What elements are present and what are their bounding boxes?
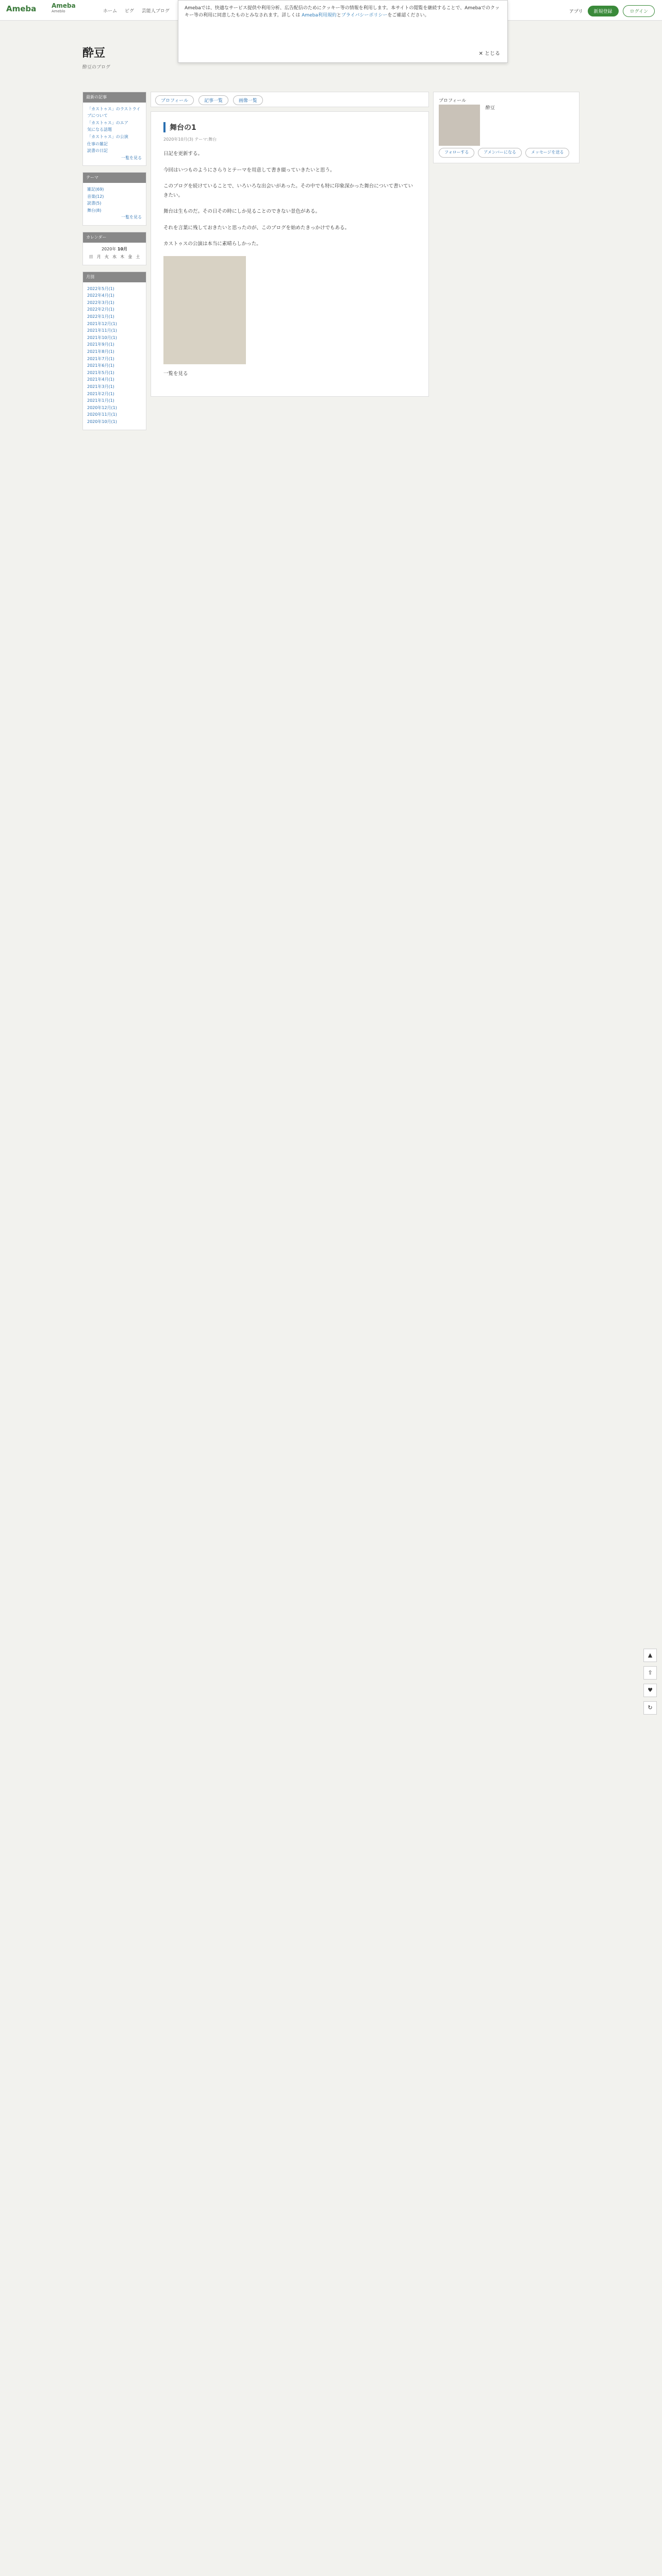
entry-paragraph: 日記を更新する。 — [163, 151, 203, 157]
theme-item[interactable]: 読書(5) — [87, 201, 102, 206]
right-sidebar — [433, 92, 580, 163]
blog-header — [82, 44, 580, 88]
archive-item[interactable]: 2021年1月(1) — [87, 398, 114, 403]
archive-item[interactable]: 2021年8月(1) — [87, 349, 114, 354]
share-icon[interactable]: ⇪ — [643, 1666, 657, 1680]
ameblo-logo[interactable]: Ameba Ameblo — [52, 2, 76, 13]
archive-item[interactable]: 2021年12月(1) — [87, 321, 117, 326]
entry-paragraph: 舞台は生ものだ。その日その時にしか見ることのできない景色がある。 — [163, 209, 321, 215]
nav-pigg[interactable]: ピグ — [124, 9, 134, 14]
app-link[interactable]: アプリ — [569, 9, 583, 14]
archive-item[interactable]: 2021年11月(1) — [87, 328, 117, 333]
archive-item[interactable]: 2021年6月(1) — [87, 363, 114, 368]
archive-item[interactable]: 2022年4月(1) — [87, 293, 114, 298]
tab-profile[interactable]: プロフィール — [155, 95, 194, 105]
archive-box: 月別 2022年5月(1) 2022年4月(1) 2022年3月(1) 2022年2月(1) 2022年1月(1) 2021年12月(1) 2021年11月(1) 2021年10月(1) 2021年9月(1) 2021年8月(1) 2021年7月(1) 2021年6月(1) 2021年5月(1) 2021年4月(1) 2021年3月(1) 2021年2月(1) 2021年1月(1) 2020年12月(1) 2020年11月(1) 2020年10月(1) — [82, 272, 146, 430]
archive-item[interactable]: 2022年2月(1) — [87, 307, 114, 312]
blog-description: 酔豆のブログ — [82, 65, 111, 70]
calendar-table: 日 月 火 水 木 金 土 — [89, 254, 140, 259]
ameba-logo[interactable]: Ameba — [6, 4, 37, 13]
archive-item[interactable]: 2022年1月(1) — [87, 314, 114, 319]
nav-home[interactable]: ホーム — [103, 9, 118, 14]
cookie-close-button[interactable]: ✕ とじる — [478, 51, 500, 57]
theme-item[interactable]: 舞台(8) — [87, 208, 102, 213]
tab-entries[interactable]: 記事一覧 — [198, 95, 228, 105]
login-button[interactable]: ログイン — [623, 5, 655, 17]
reblog-icon[interactable]: ↻ — [643, 1701, 657, 1715]
archive-item[interactable]: 2020年12月(1) — [87, 405, 117, 410]
archive-item[interactable]: 2020年11月(1) — [87, 412, 117, 417]
archive-item[interactable]: 2022年5月(1) — [87, 286, 114, 291]
profile-title: プロフィール — [439, 98, 467, 104]
terms-link[interactable]: Ameba利用規約 — [302, 13, 337, 19]
calendar-box: カレンダー 2020年 10月 日 月 火 水 木 金 土 — [82, 232, 146, 265]
message-button[interactable]: メッセージを送る — [525, 148, 570, 158]
archive-item[interactable]: 2021年5月(1) — [87, 370, 114, 375]
theme-more-link[interactable]: 一覧を見る — [121, 215, 142, 220]
tab-images[interactable]: 画像一覧 — [233, 95, 263, 105]
recent-item[interactable]: 「カストゥス」のエア — [87, 120, 128, 125]
archive-item[interactable]: 2021年4月(1) — [87, 377, 114, 382]
recent-entries-box: 最新の記事 「カストゥス」のラストライブについて 「カストゥス」のエア 気になる話題 「カストゥス」の公演 仕事の雑記 読書の日記 一覧を見る — [82, 92, 146, 166]
follow-button[interactable]: フォローする — [439, 148, 474, 158]
entry-paragraph: カストゥスの公演は本当に素晴らしかった。 — [163, 241, 261, 247]
theme-item[interactable]: 音楽(12) — [87, 194, 104, 199]
avatar[interactable] — [439, 105, 480, 146]
entry-meta: 2020年10月(3) テーマ:舞台 — [163, 137, 217, 142]
archive-item[interactable]: 2020年10月(1) — [87, 419, 117, 424]
top-nav — [103, 7, 176, 14]
left-sidebar — [82, 92, 146, 436]
nav-celeb[interactable]: 芸能人ブログ — [141, 9, 170, 14]
archive-item[interactable]: 2021年2月(1) — [87, 391, 114, 396]
archive-item[interactable]: 2021年9月(1) — [87, 342, 114, 347]
archive-item[interactable]: 2022年3月(1) — [87, 300, 114, 305]
recent-more-link[interactable]: 一覧を見る — [121, 155, 142, 160]
entries-more-link[interactable]: 一覧を見る — [163, 370, 188, 377]
recent-item[interactable]: 「カストゥス」の公演 — [87, 134, 128, 139]
recent-item[interactable]: 読書の日記 — [87, 148, 108, 154]
theme-box: テーマ 雑記(69) 音楽(12) 読書(5) 舞台(8) 一覧を見る — [82, 172, 146, 226]
profile-name[interactable]: 酔豆 — [485, 106, 495, 111]
privacy-link[interactable]: プライバシーポリシー — [341, 13, 388, 19]
archive-item[interactable]: 2021年10月(1) — [87, 335, 117, 340]
theme-item[interactable]: 雑記(69) — [87, 187, 104, 192]
entry-paragraph: 今回はいつものようにさらりとテーマを用意して書き綴っていきたいと思う。 — [163, 167, 335, 173]
archive-item[interactable]: 2021年7月(1) — [87, 356, 114, 361]
blog-entry — [151, 111, 429, 397]
amember-button[interactable]: アメンバーになる — [478, 148, 522, 158]
entry-title[interactable]: 舞台の1 — [163, 122, 416, 132]
recent-item[interactable]: 仕事の雑記 — [87, 141, 108, 146]
entry-paragraph: それを言葉に残しておきたいと思ったのが、このブログを始めたきっかけでもある。 — [163, 225, 350, 231]
book-image — [163, 256, 246, 364]
blog-title[interactable]: 酔豆 — [82, 46, 106, 60]
main-content — [151, 92, 429, 397]
signup-button[interactable]: 新規登録 — [588, 6, 619, 16]
top-right — [569, 5, 655, 17]
cookie-banner: Amebaでは、快適なサービス提供や利用分析、広告配信のためにクッキー等の情報を利用します。本サイトの閲覧を継続することで、Amebaでのクッキー等の利用に同意したものとみなされます。詳しくは Ameba利用規約とプライバシーポリシーをご確認ください。 ✕ とじる — [178, 0, 508, 63]
blog-tabs — [151, 92, 429, 107]
archive-item[interactable]: 2021年3月(1) — [87, 384, 114, 389]
floating-actions — [643, 1649, 660, 1719]
profile-box — [433, 92, 580, 163]
recent-item[interactable]: 気になる話題 — [87, 127, 112, 132]
up-icon[interactable]: ▲ — [643, 1649, 657, 1662]
recent-item[interactable]: 「カストゥス」のラストライブについて — [87, 106, 141, 118]
like-icon[interactable]: ♥ — [643, 1684, 657, 1697]
entry-paragraph: このブログを続けていることで、いろいろな出会いがあった。その中でも特に印象深かった舞台について書いていきたい。 — [163, 183, 413, 198]
